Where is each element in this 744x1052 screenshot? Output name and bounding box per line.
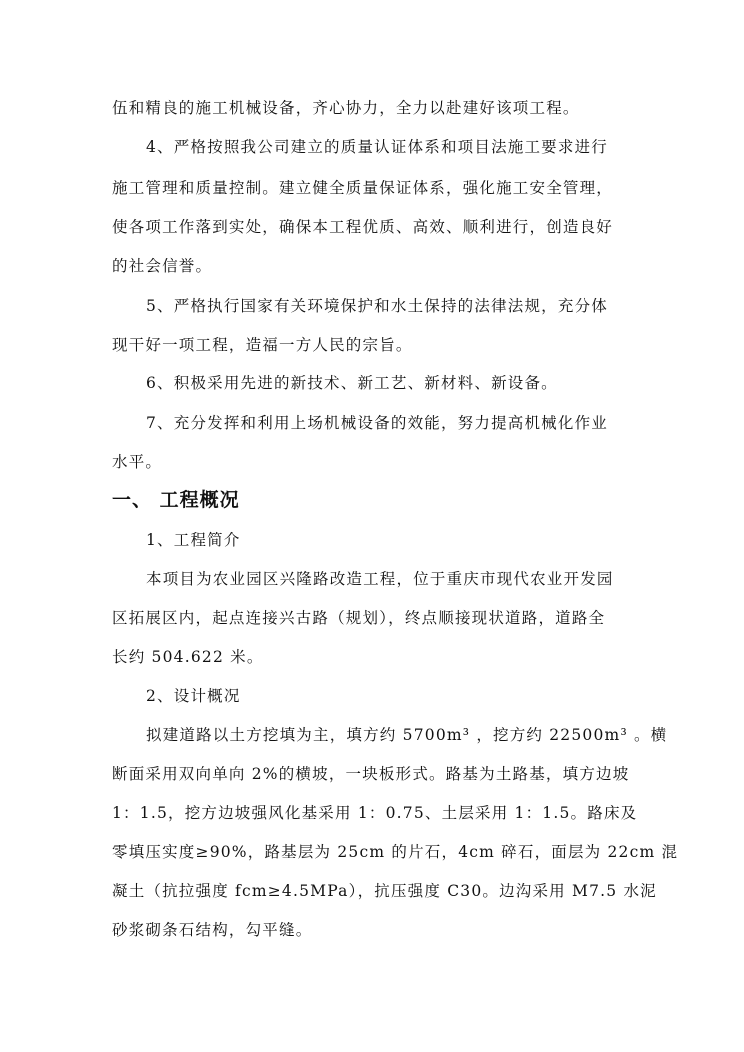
section-heading: 一、 工程概况 [112, 489, 240, 511]
paragraph-line: 水平。 [112, 453, 163, 471]
paragraph-line: 施工管理和质量控制。建立健全质量保证体系，强化施工安全管理， [112, 179, 614, 197]
paragraph-line: 砂浆砌条石结构，勾平缝。 [112, 921, 313, 939]
subsection-title: 1、工程简介 [146, 531, 241, 549]
paragraph-line: 1：1.5，挖方边坡强风化基采用 1：0.75、土层采用 1：1.5。路床及 [112, 804, 638, 822]
subsection-title: 2、设计概况 [146, 687, 241, 705]
paragraph-line: 拟建道路以土方挖填为主，填方约 5700m³ ，挖方约 22500m³ 。横 [146, 726, 668, 744]
paragraph-line: 凝土（抗拉强度 fcm≥4.5MPa），抗压强度 C30。边沟采用 M7.5 水泥 [112, 882, 657, 900]
paragraph-line: 4、严格按照我公司建立的质量认证体系和项目法施工要求进行 [146, 138, 608, 156]
paragraph-line: 5、严格执行国家有关环境保护和水土保持的法律法规，充分体 [146, 297, 608, 315]
paragraph-line: 使各项工作落到实处，确保本工程优质、高效、顺利进行，创造良好 [112, 218, 614, 236]
paragraph-line: 长约 504.622 米。 [112, 648, 264, 666]
paragraph-line: 的社会信誉。 [112, 257, 213, 275]
paragraph-line: 伍和精良的施工机械设备，齐心协力，全力以赴建好该项工程。 [112, 99, 580, 117]
paragraph-line: 现干好一项工程，造福一方人民的宗旨。 [112, 336, 413, 354]
paragraph-line: 本项目为农业园区兴隆路改造工程，位于重庆市现代农业开发园 [146, 570, 614, 588]
paragraph-line: 区拓展区内，起点连接兴古路（规划），终点顺接现状道路，道路全 [112, 609, 606, 627]
paragraph-line: 零填压实度≥90%，路基层为 25cm 的片石，4cm 碎石，面层为 22cm 混 [112, 843, 679, 861]
paragraph-line: 7、充分发挥和利用上场机械设备的效能，努力提高机械化作业 [146, 414, 608, 432]
paragraph-line: 断面采用双向单向 2%的横坡，一块板形式。路基为土路基，填方边坡 [112, 765, 630, 783]
paragraph-line: 6、积极采用先进的新技术、新工艺、新材料、新设备。 [146, 374, 558, 392]
